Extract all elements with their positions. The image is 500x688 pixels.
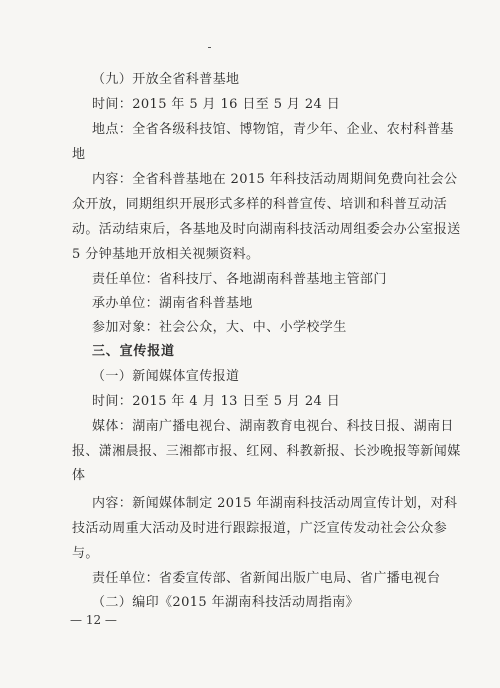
chapter-heading-3: 三、宣传报道	[92, 344, 175, 359]
page-number: — 12 —	[70, 613, 117, 627]
content-line-9-1: 内容：全省科普基地在 2015 年科技活动周期间免费向社会公	[92, 172, 458, 187]
responsible-line-9: 责任单位：省科技厅、各地湖南科普基地主管部门	[92, 272, 387, 287]
section-heading-9: （九）开放全省科普基地	[92, 72, 240, 87]
section-heading-1: （一）新闻媒体宣传报道	[92, 369, 240, 384]
content-line-1-1: 内容：新闻媒体制定 2015 年湖南科技活动周宣传计划，对科	[92, 496, 458, 511]
organizer-line-9: 承办单位：湖南省科普基地	[92, 296, 253, 311]
section-heading-2: （二）编印《2015 年湖南科技活动周指南》	[92, 595, 360, 610]
participants-line-9: 参加对象：社会公众，大、中、小学校学生	[92, 320, 347, 335]
time-line-9: 时间：2015 年 5 月 16 日至 5 月 24 日	[92, 97, 341, 112]
content-line-1-2: 技活动周重大活动及时进行跟踪报道，广泛宣传发动社会公众参	[72, 521, 448, 536]
media-line-3: 体	[72, 468, 86, 483]
media-line-1: 媒体：湖南广播电视台、湖南教育电视台、科技日报、湖南日	[92, 419, 454, 434]
time-line-1: 时间：2015 年 4 月 13 日至 5 月 24 日	[92, 394, 341, 409]
content-line-1-3: 与。	[72, 546, 99, 561]
location-line-9-cont: 地	[72, 147, 86, 162]
content-line-9-4: 5 分钟基地开放相关视频资料。	[72, 247, 260, 262]
content-line-9-3: 动。活动结束后，各基地及时向湖南科技活动周组委会办公室报送	[72, 222, 461, 237]
scan-mark	[208, 47, 211, 48]
content-line-9-2: 众开放，同期组织开展形式多样的科普宣传、培训和科普互动活	[72, 197, 448, 212]
responsible-line-1: 责任单位：省委宣传部、省新闻出版广电局、省广播电视台	[92, 571, 441, 586]
location-line-9: 地点：全省各级科技馆、博物馆，青少年、企业、农村科普基	[92, 122, 454, 137]
media-line-2: 报、潇湘晨报、三湘都市报、红网、科教新报、长沙晚报等新闻媒	[72, 444, 461, 459]
